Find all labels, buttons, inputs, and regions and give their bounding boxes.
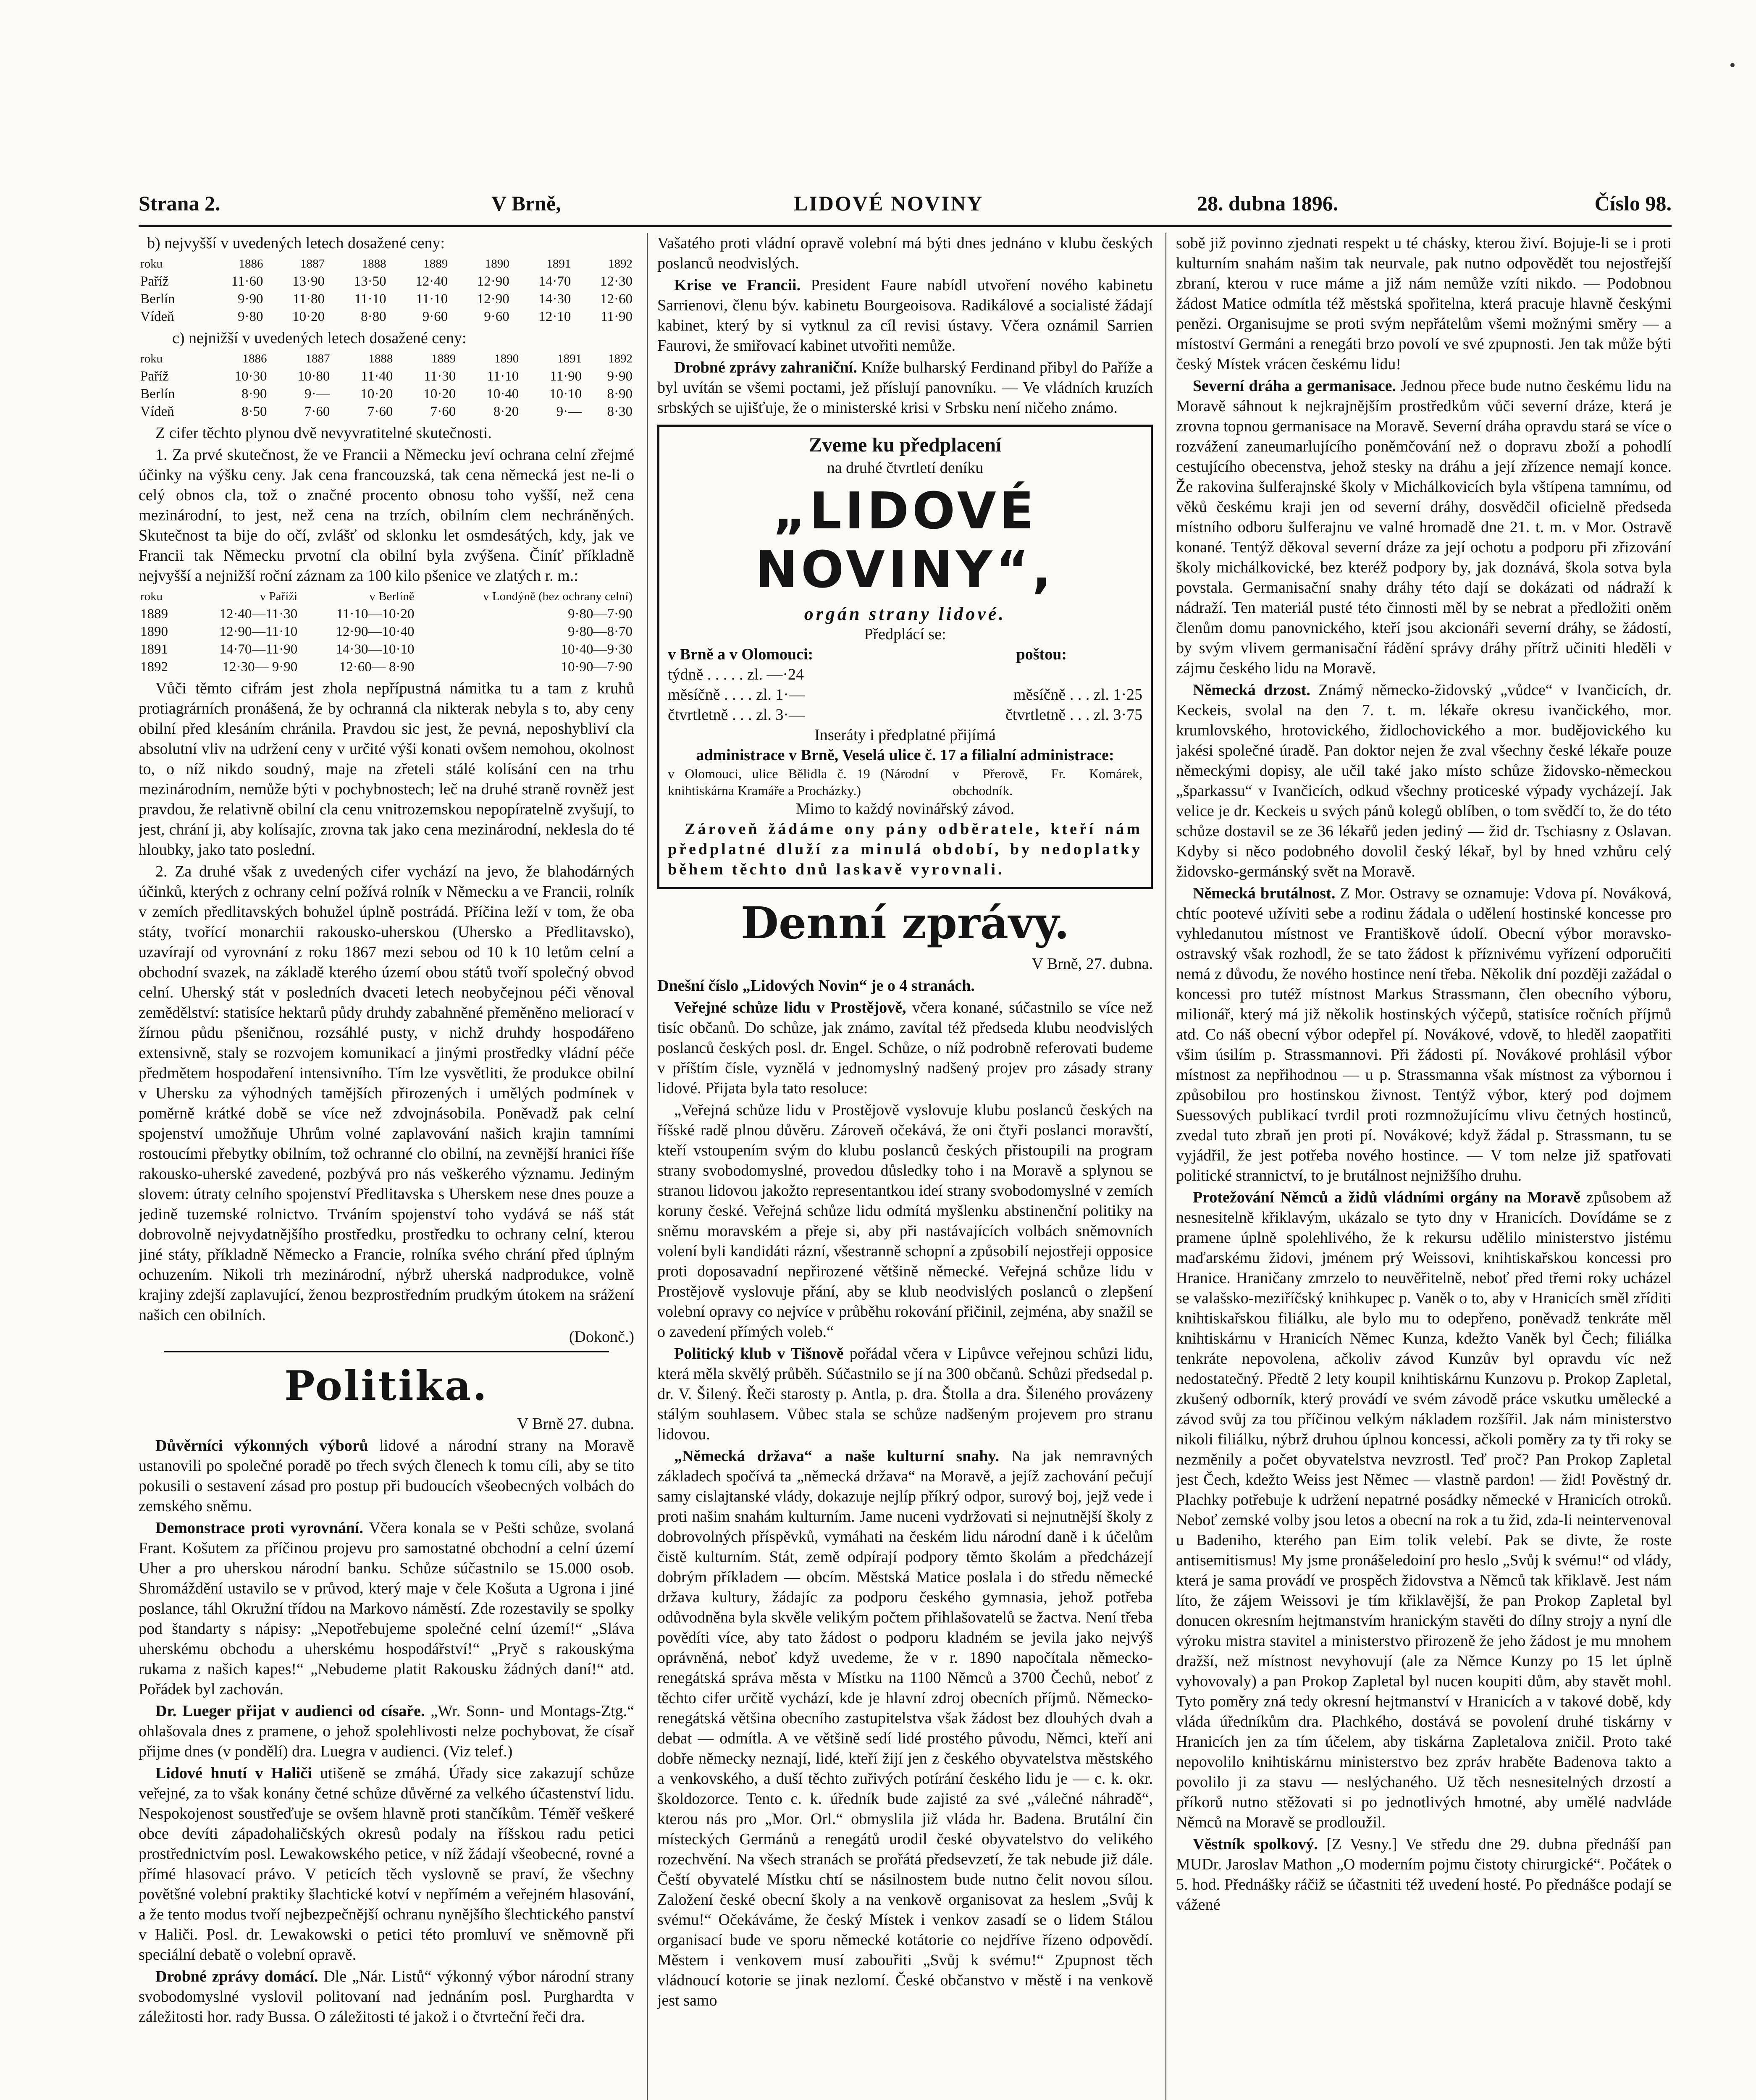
table-cell: 10·80 [297, 369, 330, 384]
ad-price-row [668, 664, 1142, 685]
price-table-comparison [139, 588, 634, 676]
ad-price-row [668, 705, 1142, 725]
table-cell: 8·50 [241, 404, 267, 419]
table-header-cell: 1887 [300, 257, 325, 270]
politika-heading: Politika. [284, 1362, 488, 1410]
table-cell: 8·20 [493, 404, 519, 419]
news-lead: Veřejné schůze lidu v Prostějově, [674, 999, 906, 1016]
news-item: Německá brutálnost. Z Mor. Ostravy se oznamuje: Vdova pí. Nováková, chtíc pootevé užíviti sebe a rodinu žádala o udělení hostinské koncesse pro vyhledanutou místnost ve Františkově údolí. Obecní výbor moravsko-ostravský však rozhodl, že se tato žádost k příznivému vyřízení odporučiti nemá z důvodu, že nového hostince není třeba. Několik dní později zažádal o koncessi pro tutéž místnost Markus Strassmann, člen obecního výboru, milionář, který má již několik hostinských výčepů, statisíce ročních příjmů atd. Co náš obecní výbor odepřel pí. Novákové, vdově, to hleděl zaopatřiti všim úsilím p. Strassmannovi. Při žádosti pí. Novákové prohlásil výbor místnost za nepřihodnou — u p. Strassmanna však místnost za výbornou i způsobilou pro hostinskou živnost. Tentýž výbor, který pod dojmem Suessových publikací tvrdil proti rozmnožujícímu vlivu četných hostinců, zvedal tuto zbraň jen proti pí. Novákové; když žádal p. Strassmann, tu se vyjádřil, že jest potřeba nového hostince. — V tom nelze již spatřovati politické strannictví, to je brutálnost nejnižšího druhu. [1176, 885, 1672, 1184]
article-paragraph: sobě již povinno zjednati respekt u té chásky, kterou živí. Bojuje-li se i proti kulturním snahám našim tak neurvale, pak nutno odpovědět tou nejostřejší zbraní, kterou v ruce máme a již nám nemůže vzíti nikdo. — Podobnou žádost Matice odmítla též městská spořitelna, která pracuje hlavně českými penězi. Organisujme se proti svým nepřátelům všemi možnými směry — a místoství Germáni a renegáti brzo povolí ve své zpupnosti. Jen tak může býti český Místek vrácen českému lidu! [1176, 234, 1672, 373]
news-lead: Drobné zprávy zahraniční. [674, 359, 857, 376]
table-cell: 10·10 [549, 386, 582, 402]
page-speck [1730, 63, 1735, 67]
table-header-row [139, 255, 634, 273]
table-cell: 14·30 [538, 291, 571, 307]
ad-subtitle: na druhé čtvrtletí deníku [827, 459, 984, 477]
table-b-title: b) nejvyšší v uvedených letech dosažené ceny: [147, 234, 445, 252]
ad-administration: administrace v Brně, Veselá ulice č. 17 a filialní administrace: [696, 746, 1114, 764]
table-cell: 10·40 [486, 386, 519, 402]
table-header-cell: 1887 [305, 352, 330, 365]
table-row [139, 623, 634, 640]
news-lead: Lidové hnutí v Haliči [155, 1764, 312, 1782]
table-header-cell: 1890 [485, 257, 509, 270]
article-paragraph: 2. Za druhé však z uvedených cifer vychází na jevo, že blahodárných účinků, kterých z ochrany celní požívá rolník v Německu a ve Francii, rolník v zemích předlitavských bohužel úplně postrádá. Příčina leží v tom, že oba státy, tvořící monarchii rakousko-uherskou (Uhersko a Předlitavsko), uzavírají od vyrovnání z roku 1867 mezi sebou od 10 k 10 letům celní a obchodní svazek, na základě kterého území obou států tvoří společný obvod celní. Uherský stát v posledních dvaceti letech neobyčejnou péči věnoval zemědělství: statisíce hektarů půdy druhdy zabahněné přeměněno meliorací v žírnou půdu pšeničnou, rozsáhlé pusty, v nichž druhdy hospodářeno extensivně, staly se rozvojem komunikací a jinými prostředky vládní péče předmětem hospodaření intensivního. Tím lze vysvětliti, že produkce obilní v Uhersku za výhodných tamějších přirozených i umělých podmínek v poměrně krátké době se více než zdvojnásobila. Poněvadž pak celní spojenství umožňuje Uhrům volné zaplavování našich krajin tamními rostoucími přebytky obilním, tož ochranné clo obilní, na zevnější hranici říše rakousko-uherské zavedené, pozbývá pro nás veškerého významu. Jediným slovem: útraty celního spojenství Předlitavska s Uherskem nese dnes pouze a jedině tuzemské rolnictvo. Trváním spojenství toho vydává se náš stát dobrovolně nejvydatnějšího prostředku, prostředku to ochrany celní, kterou jiné státy, příkladně Německo a Francie, rolníka svého chrání před úplným ochuzením. Nikoli trh mezinárodní, nýbrž uherská nadprodukce, volně krajiny zdejší zaplavující, ženou bezprostředním prudkým útokem na srážení našich cen obilních. [139, 863, 634, 1324]
table-cell: Paříž [140, 369, 169, 384]
table-row [139, 605, 634, 623]
table-header-cell: v Londýně (bez ochrany celní) [483, 590, 633, 603]
ad-price-rows [668, 664, 1142, 725]
table-cell: 1892 [140, 659, 168, 675]
issue-date: 28. dubna 1896. [1197, 192, 1339, 215]
article-paragraph: Vůči těmto cifrám jest zhola nepřípustná námitka tu a tam z kruhů protiagrárních pronášená, že by ochranná cla nikterak nebyla s to, aby ceny obilní před klesáním chránila. Pravdou sic jest, že pevná, neposhybliví cla absolutní vliv na udržení ceny v určité výši konati ovšem nemohou, okolnost to, o níž nikdo soudný, maje na zřeteli stálé kolísání cen na trhu mezinárodním, nemůže býti v pochybnostech; leč na druhé straně rovněž jest pravdou, že relativně obilní cla cenu vnitrozemskou nepopíratelně zvyšují, to jest, chrání ji, aby kolísajíc, zrovna tak jako cena mezinárodní, neklesla do té hloubky, jako tato poslední. [139, 680, 634, 858]
news-item: Důvěrníci výkonných výborů lidové a národní strany na Moravě ustanovili po společné poradě po třech svých členech k tomu cíli, aby se tito pokusili o sestavení zásad pro postup při budoucích všeobecných volbách do zemského sněmu. [139, 1437, 634, 1515]
table-cell: 14·70 [538, 274, 571, 289]
table-cell: 11·10 [487, 369, 519, 384]
table-header-cell: 1886 [242, 352, 267, 365]
news-lead: „Německá država“ a naše kulturní snahy. [674, 1447, 999, 1465]
news-item: Demonstrace proti vyrovnání. Včera konala se v Pešti schůze, svolaná Frant. Košutem za příčinou projevu pro samostatné obchodní a celní území Uher a pro uherskou národní banku. Schůze súčastnilo se 15.000 osob. Shromáždění ustavilo se v průvod, který maje v čele Košuta a Ugrona i jiné poslance, táhl Okružní třídou na Markovo náměstí. Zde rozestavily se spolky pod štandarty s nápisy: „Nepotřebujeme společné celní území!“ „Sláva uherskému obchodu a uherskému hospodářství!“ „Pryč s rakouskýma rukama z našich kapes!“ „Nebudeme platit Rakousku žádných daní!“ atd. Pořádek byl zachován. [139, 1519, 634, 1698]
table-cell: 9·— [304, 386, 330, 402]
table-row [139, 385, 634, 403]
table-cell: 10·90—7·90 [561, 659, 633, 675]
table-header-cell: 1892 [608, 257, 633, 270]
table-header-cell: roku [140, 352, 163, 365]
ad-bookshops: Mimo to každý novinářský závod. [795, 800, 1015, 818]
news-item: „Německá država“ a naše kulturní snahy. Na jak nemravných základech spočívá ta „německá država“ na Moravě, a jejíž zachování pečují samy cislajtanské vlády, dokazuje nejlíp příkrý odpor, surový boj, jejž vede i proti našim snahám kulturním. Jame nuceni vydržovati si nejnutnější školy z dobrovolných příspěvků, vymáhati na českém lidu národní daně i k účelům čistě kulturním. Stát, země odpírají podpory těmto školám a předcházejí dobrým příkladem — obcím. Městská Matice poslala i do středu německé država kultury, žádajíc za podporu českého gymnasia, jehož potřeba odůvodněna byla skvěle velikým počtem přihlašovatelů se žactva. Není třeba povědíti více, aby tato žádost o podporu kladném se jevila jako nejvýš oprávněná, neboť když uvedeme, že v r. 1890 napočítala německo-renegátská správa města v Místku na 1100 Němců a 3700 Čechů, neboť z těchto cifer určitě vychází, kde je hlavní zdroj obecních příjmů. Německo-renegátská většina obecního zastupitelstva však žádost bez dlouhých dvah a debat — odmítla. A ve většině sedí lidé prostého původu, Němci, kteří ani dobře německy neznají, lidé, kteří žijí jen z českého obyvatelstva městského a venkovského, a duší těchto zuřivých potírání českého lidu je — c. k. okr. školdozorce. Tento c. k. úředník bude zajisté za své „válečné náhradě“, kterou nás pro „Mor. Orl.“ obmyslila již vláda hr. Badena. Brutální čin místeckých Germánů a renegátů urodil české obyvatelstvo do velikého rozechvění. Na všech stranách se prořátá předsevzetí, že tak nebude již dále. Čeští obyvatelé Místku chtí se násilnostem bude nutno čelit novou sílou. Založení české obecní školy a na venkově organisovat za heslem „Svůj k svému!“ Očekáváme, že český Místek i venkov zasadí se o lidem Stálou organisací bude ve sporu německé kotátorie co nejdříve řízeno odpovědí. Městem i venkovem musí zabouřiti „Svůj k svému!“ Zpupnost těch vládnoucí kotorie se jinak nezlomí. České občanstvo v městě i na venkově jest samo [657, 1447, 1153, 2009]
news-lead: Důvěrníci výkonných výborů [155, 1437, 368, 1454]
table-cell: 9·80 [237, 309, 263, 324]
table-cell: 10·20 [360, 386, 393, 402]
table-row [139, 368, 634, 385]
news-item: Drobné zprávy domácí. Dle „Nár. Listů“ výkonný výbor národní strany svobodomyslné vyslovil politovaní nad jednáním posl. Purghardta v záležitosti hor. rady Bussa. O záležitosti té jakož i o čtvrteční řeči dra. [139, 1968, 634, 2026]
table-cell: Berlín [140, 386, 175, 402]
ad-price-local: týdně . . . . . zl. —·24 [668, 666, 804, 683]
ad-price-row [668, 685, 1142, 705]
news-lead: Věstník spolkový. [1193, 1835, 1318, 1853]
table-cell: 9·60 [422, 309, 448, 324]
table-row [139, 273, 634, 290]
header-rule [139, 225, 1672, 227]
table-cell: 10·30 [234, 369, 267, 384]
price-table-max [139, 255, 634, 326]
news-item: Dr. Lueger přijat v audienci od císaře. „Wr. Sonn- und Montags-Ztg.“ ohlašovala dnes z pramene, o jehož spolehlivosti nelze pochybovat, že císař přijme dnes (v pondělí) dra. Luegra v audienci. (Viz telef.) [139, 1702, 634, 1760]
table-cell: Vídeň [140, 309, 174, 324]
table-cell: 11·60 [231, 274, 263, 289]
table-header-row [139, 588, 634, 605]
news-lead: Dr. Lueger přijat v audienci od císaře. [155, 1702, 425, 1720]
table-header-cell: 1890 [494, 352, 519, 365]
ad-price-post: měsíčně . . . zl. 1·25 [1013, 686, 1142, 704]
ad-local-heading: v Brně a v Olomouci: [668, 646, 814, 663]
article-paragraph: Vašatého proti vládní opravě volební má býti dnes jednáno v klubu českých poslanců neodvislých. [657, 234, 1153, 272]
table-cell: 12·90 [477, 274, 509, 289]
news-lead: Severní dráha a germanisace. [1193, 377, 1396, 395]
denni-zpravy-heading: Denní zprávy. [740, 897, 1070, 949]
column-3 [1176, 233, 1672, 2100]
news-lead: Demonstrace proti vyrovnání. [155, 1519, 363, 1537]
table-cell: 12·40 [415, 274, 448, 289]
ad-price-heading: Předplácí se: [864, 625, 946, 643]
table-header-cell: 1889 [423, 257, 448, 270]
table-cell: 9·60 [484, 309, 509, 324]
news-lead: Protežování Němců a židů vládními orgány na Moravě [1193, 1189, 1580, 1206]
table-cell: 12·30— 9·90 [222, 659, 298, 675]
column-separator [1165, 233, 1166, 2100]
table-header-cell: 1892 [608, 352, 633, 365]
ad-post-heading: poštou: [1016, 646, 1067, 663]
news-item: Drobné zprávy zahraniční. Kníže bulharský Ferdinand přibyl do Paříže a byl uvítán se všemi poctami, jež příslují panovníku. — Ve vládních kruzích srbských se ujišťuje, že o ministerské krisi v Srbsku není ničeho známo. [657, 359, 1153, 417]
news-item: Protežování Němců a židů vládními orgány na Moravě způsobem až nesnesitelně křiklavým, ukázalo se tyto dny v Hranicích. Dovídáme se z pramene úplně spolehlivého, že k rekursu udělilo ministerstvo jistému maďarskému židovi, jménem prý Weissovi, knihtiskařskou koncessi pro Hranice. Hraničany zmrzelo to neuvěřitelně, neboť před třemi roky ucházel se valašsko-meziříčský knihkupec p. Vaněk o to, aby v Hranicích směl zříditi knihtiskařskou filiálku, ale bylo mu to odepřeno, poněvadž tenkráte měl knihtiskárnu v Hranicích Němec Kunza, kdežto Vaněk byl Čech; filiálka tenkráte nepovolena, ačkoliv závod Kunzův byl opravdu víc než nedostatečný. Předtě 2 lety koupil knihtiskárnu Kunzovu p. Prokop Zapletal, zkušený odborník, který provádí ve svém závodě práce vskutku umělecké a závod svůj za tou příčinou velkým nákladem rozšířil. Jak nám ministerstvo nikoli filiálku, nýbrž druhou úplnou koncessi, ačkoli poměry za ty tři roky se nezměnily a počet obyvatelstva nevzrostl. Teď proč? Pan Prokop Zapletal jest Čech, kdežto Weiss jest Němec — vlastně pardon! — žid! Pověstný dr. Plachky potřebuje k udržení nepatrné posádky německé v Hranicích otroků. Neboť zemské volby jsou letos a obecní na rok a tu žid, zda-li neintervenoval u Badeniho, kterého pan Eim tolik velebí. Pak se divte, že roste antisemitismus! My jsme pronášeledoiní pro heslo „Svůj k svému!“ od vlády, která je sama provádí ve prospěch židovstva a Němců tak křiklavě. Jest nám líto, že zájem Weissovi je tím křiklavější, že pan Prokop Zapletal byl donucen okresním hejtmanstvím hranickým stavěti do dílny strojy a nyní dle výroku mistra stavitel a ministerstvo přirozeně že jeho žádost je mu mnohem dražší, než místnost nevyhovují (ale za Němce Kunzy po 15 let úplně vyhovovaly) a pan Prokop Zapletal byl nucen koupiti dům, aby stavět mohl. Tyto poměry zná tedy okresní hejtmanství v Hranicích a v takové době, kdy vláda úředníkům dra. Plachkého, dostává se povolení druhé tiskárny v Hranicích jen za tím účelem, aby tiskárna Zapletalova zničil. Proto také nepovolilo knihtiskárnu ministerstvo bez zpráv hraběte Badenova takto a povolilo ji za stavu — neslýchaného. Už těch nesnesitelných drzostí a příkorů nutno stěžovati si po jednotlivých hmotné, aby umělé nadvláde Němců na Moravě se prodloužil. [1176, 1189, 1672, 1831]
column-separator [647, 233, 648, 2100]
table-cell: 8·90 [241, 386, 267, 402]
table-cell: 11·10—10·20 [336, 606, 415, 622]
table-header-cell: 1886 [239, 257, 263, 270]
table-cell: Paříž [140, 274, 169, 289]
table-cell: 12·30 [600, 274, 633, 289]
table-header-cell: 1891 [557, 352, 582, 365]
table-cell: 11·30 [424, 369, 456, 384]
table-c-title: c) nejnižší v uvedených letech dosažené ceny: [172, 329, 467, 347]
table-cell: 12·90—11·10 [219, 624, 298, 639]
table-cell: 11·10 [416, 291, 448, 307]
table-cell: 10·40—9·30 [561, 642, 633, 657]
table-cell: 9·90 [237, 291, 263, 307]
article-paragraph: Z cifer těchto plynou dvě nevyvratitelné skutečnosti. [155, 424, 492, 442]
table-cell: 13·50 [354, 274, 386, 289]
masthead-title: LIDOVÉ NOVINY [794, 192, 984, 215]
table-cell: Berlín [140, 291, 175, 307]
table-cell: 1891 [140, 642, 168, 657]
table-header-cell: roku [140, 257, 163, 270]
table-cell: 13·90 [292, 274, 325, 289]
dateline: V Brně 27. dubna. [517, 1415, 634, 1433]
table-cell: 12·90 [477, 291, 509, 307]
ad-organ: orgán strany lidové. [804, 604, 1006, 624]
table-cell: 12·10 [538, 309, 571, 324]
table-cell: 10·20 [292, 309, 325, 324]
table-cell: 7·60 [304, 404, 330, 419]
page-header [139, 191, 1672, 225]
news-item: Krise ve Francii. President Faure nabídl utvoření nového kabinetu Sarrienovi, členu býv. kabinetu Bourgeoisova. Radikálové a socialisté žádají kabinet, který by si vytknul za cíl revisi ústavy. Včera oznámil Sarrien Faurovi, že smiřovací kabinet utvořiti nemůže. [657, 276, 1153, 354]
table-cell: 11·90 [550, 369, 582, 384]
table-header-cell: 1889 [431, 352, 456, 365]
table-cell: 9·80—7·90 [568, 606, 633, 622]
news-item: Veřejné schůze lidu v Prostějově, včera konané, súčastnilo se více než tisíc občanů. Do schůze, jak známo, zavítal též předseda klubu neodvislých poslanců českých posl. dr. Engel. Schůze, o níž podrobně referovati budeme v příštím čísle, vyznělá v jednomyslný nadšený projev pro zásady strany lidové. Přijata byla tato resoluce: [657, 999, 1153, 1097]
table-cell: 8·80 [361, 309, 386, 324]
article-paragraph: 1. Za prvé skutečnost, že ve Francii a Německu jeví ochrana celní zřejmé účinky na výšku ceny. Jak cena francouzská, tak cena německá jest ne-li o celý obnos cla, tož o značné procento obnosu toho vyšší, než cena mezinárodní, to jest, než cena na trzích, obilním clem nechráněných. Skutečnost ta bije do očí, zvlášť od sklonku let osmdesátých, kdy, jak ve Francii tak Německu prvotní cla obilní byla zvýšena. Činíť příkladně nejvyšší a nejnižší roční záznam za 100 kilo pšenice ve zlatých r. m.: [139, 446, 634, 585]
header-city: V Brně, [491, 192, 561, 215]
table-cell: 12·40—11·30 [219, 606, 298, 622]
table-cell: 11·90 [601, 309, 633, 324]
section-divider [164, 1351, 609, 1352]
table-cell: 1890 [140, 624, 168, 639]
ad-payment-plea: Zároveň žádáme ony pány odběratele, kteří nám předplatné dluží za minulá období, by nedoplatky během těchto dnů laskavě vyrovnali. [668, 820, 1142, 878]
table-cell: 9·90 [607, 369, 633, 384]
table-cell: 11·40 [361, 369, 393, 384]
column-2 [657, 233, 1153, 2100]
table-cell: 14·30—10·10 [336, 642, 415, 657]
table-cell: 12·60— 8·90 [339, 659, 415, 675]
continued-note: (Dokonč.) [569, 1328, 634, 1346]
news-lead: Politický klub v Tišnově [674, 1345, 844, 1362]
news-item: Lidové hnutí v Haliči utišeně se zmáhá. Úřady sice zakazují schůze veřejné, za to však konány četné schůze důvěrné za velkého účastenství lidu. Nespokojenost soustřeďuje se ovšem hlavně proti stančíkům. Téměř veškeré obce devíti západohaličských okresů podaly na říšskou radu petici prostřednictvím posl. Lewakowského petice, v níž žádají všeobecné, rovné a přímé hlasovací právo. V peticích těch vyslovně se praví, že všechny povětšné volební praktiky šlachtické kotví v nepřímém a veřejném hlasování, a že tento modus tvoří nejbezpečnější ochranu nynějšího šlechtického panství v Haliči. Posl. dr. Lewakowski o petici této promluví ve sněmovně při speciální debatě o volební opravě. [139, 1764, 634, 1964]
table-cell: 8·30 [607, 404, 633, 419]
table-header-cell: v Berlíně [369, 590, 415, 603]
table-cell: Vídeň [140, 404, 174, 419]
table-row [139, 640, 634, 658]
table-cell: 9·— [556, 404, 582, 419]
table-cell: 12·60 [600, 291, 633, 307]
table-cell: 11·10 [354, 291, 386, 307]
table-cell: 9·80—8·70 [568, 624, 633, 639]
table-cell: 10·20 [423, 386, 456, 402]
news-item: Politický klub v Tišnově pořádal včera v Lipůvce veřejnou schůzi lidu, která měla skvělý průběh. Súčastnilo se jí na 300 občanů. Schůzi předsedal p. dr. V. Šilený. Řeči starosty p. Antla, p. dra. Štolla a dra. Šileného provázeny stálým souhlasem. Vůbec stala se schůze nadšeným projevem pro stranu lidovou. [657, 1345, 1153, 1443]
table-row [139, 403, 634, 420]
news-item: Věstník spolkový. [Z Vesny.] Ve středu dne 29. dubna přednáší pan MUDr. Jaroslav Mathon „O moderním pojmu čistoty chirurgické“. Počátek o 5. hod. Přednášky ráčiž se účastniti též uvedení hosté. Po přednášce podají se vážené [1176, 1835, 1672, 1914]
news-lead: Německá drzost. [1193, 681, 1310, 699]
price-table-min [139, 350, 634, 420]
table-cell: 8·90 [607, 386, 633, 402]
table-row [139, 308, 634, 326]
ad-inserts: Inseráty i předplatné přijímá [814, 726, 996, 744]
news-lead: Krise ve Francii. [674, 276, 801, 294]
ad-prerov-branch: v Přerově, Fr. Komárek, obchodník. [953, 766, 1142, 798]
table-row [139, 290, 634, 308]
ad-olomouc-branch: v Olomouci, ulice Bělidla č. 19 (Národní knihtiskárna Kramáře a Procházky.) [668, 766, 929, 798]
news-item: Německá drzost. Známý německo-židovský „vůdce“ v Ivančicích, dr. Keckeis, svolal na den 7. t. m. lékaře okresu ivančického, mor. krumlovského, hrotovického, židlochovického a mor. budějovického ku jakési společné úradě. Pan doktor nejen že zval všechny české lékaře pouze německými dopisy, ale učil také jako místo schůze židovsko-německou „šparkassu“ v Ivančicích, odkud všechny proticeské výpady vycházejí. Jak velice je dr. Keckeis u svých pánů kolegů oblíben, o tom svědčí to, že do této schůze dostavil se ze 36 lékařů jeden jediný — žid dr. Tschiasny z Oslavan. Kdyby si něco podobného dovolil český lékař, byl by hned vzhůru celý židovsko-germánský svět na Moravě. [1176, 681, 1672, 880]
news-item: Severní dráha a germanisace. Jednou přece bude nutno českému lidu na Moravě sáhnout k nejkrajnějším prostředkům vůči severní dráze, která je zrovna topnou germanisace na Moravě. Severní dráha opravdu stará se více o rozvážení zaneumarlujícího poněmčování než o dopravu zboží a pohodlí cestujícího obecenstva, jehož stesky na dráhu a její zřízence nemají konce. Že rakovina šulferajnské školy v Michálkovicích byla vštípena tamnímu, od věků českému kraji jen od severní dráhy, dosvědčil oficielně předseda místního odboru šulferajnu ve valné hromadě dne 21. t. m. v Mor. Ostravě konané. Tentýž děkoval severní dráze za její ochotu a podporu při zřizování školy michálkovické, bez kteréž podpory by, jak doznává, škola sotva byla povstala. Germanisační snahy dráhy této dají se dokázati od nádraží k nádraží. Ten materiál pusté této činnosti měl by se nebrat a předložiti oněm členům domu panovnického, kteří jsou akcionáři severní dráhy, se žádostí, by svým vlivem germanisační řádění správy dráhy přítrž učiniti hleděli v zájmu českého lidu na Moravě. [1176, 377, 1672, 677]
table-header-row [139, 350, 634, 368]
column-1 [139, 233, 634, 2100]
ad-paper-name: „LIDOVÉ NOVINY“, [755, 482, 1055, 599]
table-header-cell: 1888 [368, 352, 393, 365]
table-header-cell: v Paříži [260, 590, 298, 603]
table-cell: 7·60 [430, 404, 456, 419]
dateline: V Brně, 27. dubna. [1032, 955, 1153, 973]
page-number: Strana 2. [139, 192, 220, 215]
news-lead: Německá brutálnost. [1193, 885, 1336, 902]
table-cell: 1889 [140, 606, 168, 622]
ad-title: Zveme ku předplacení [808, 434, 1002, 456]
ad-price-post: čtvrtletně . . . zl. 3·75 [1005, 706, 1142, 724]
table-row [139, 658, 634, 676]
table-cell: 12·90—10·40 [336, 624, 415, 639]
ad-price-local: čtvrtletně . . . zl. 3·— [668, 706, 805, 724]
table-cell: 14·70—11·90 [219, 642, 298, 657]
resolution-quote: „Veřejná schůze lidu v Prostějově vyslovuje klubu poslanců českých na říšské radě plnou důvěru. Zároveň očekává, že oni čtyři poslanci moravští, kteří vstoupením svým do klubu poslanců českých přistoupili na program strany svobodomyslné, provedou důsledky toho i na Moravě a splynou se stranou lidovou jakožto representantkou ideí strany svobodomyslné v zemích koruny české. Veřejná schůze lidu odmítá myšlenku abstinenční politiky na sněmu moravském a přeje si, aby při nastávajících volbách sněmovních volení byli kandidáti rázní, všestranně schopní a způsobilí nejostřeji opposice proti doposavadní nepřirozené většině německé. Veřejná schůze lidu v Prostějově vyslovuje přání, aby se klub neodvislých poslanců o zlepšení volební opravy co nejvíce v průběhu rokování přičinil, zejména, aby snažil se o zavedení přímých voleb.“ [657, 1101, 1153, 1341]
subscription-ad [657, 425, 1153, 889]
table-cell: 11·80 [293, 291, 325, 307]
table-header-cell: roku [140, 590, 163, 603]
table-header-cell: 1891 [546, 257, 571, 270]
issue-number: Číslo 98. [1594, 192, 1672, 215]
issue-size-note: Dnešní číslo „Lidových Novin“ je o 4 stranách. [657, 977, 975, 995]
ad-price-local: měsíčně . . . . zl. 1·— [668, 686, 805, 704]
table-header-cell: 1888 [362, 257, 386, 270]
table-cell: 7·60 [367, 404, 393, 419]
news-lead: Drobné zprávy domácí. [155, 1968, 318, 1985]
